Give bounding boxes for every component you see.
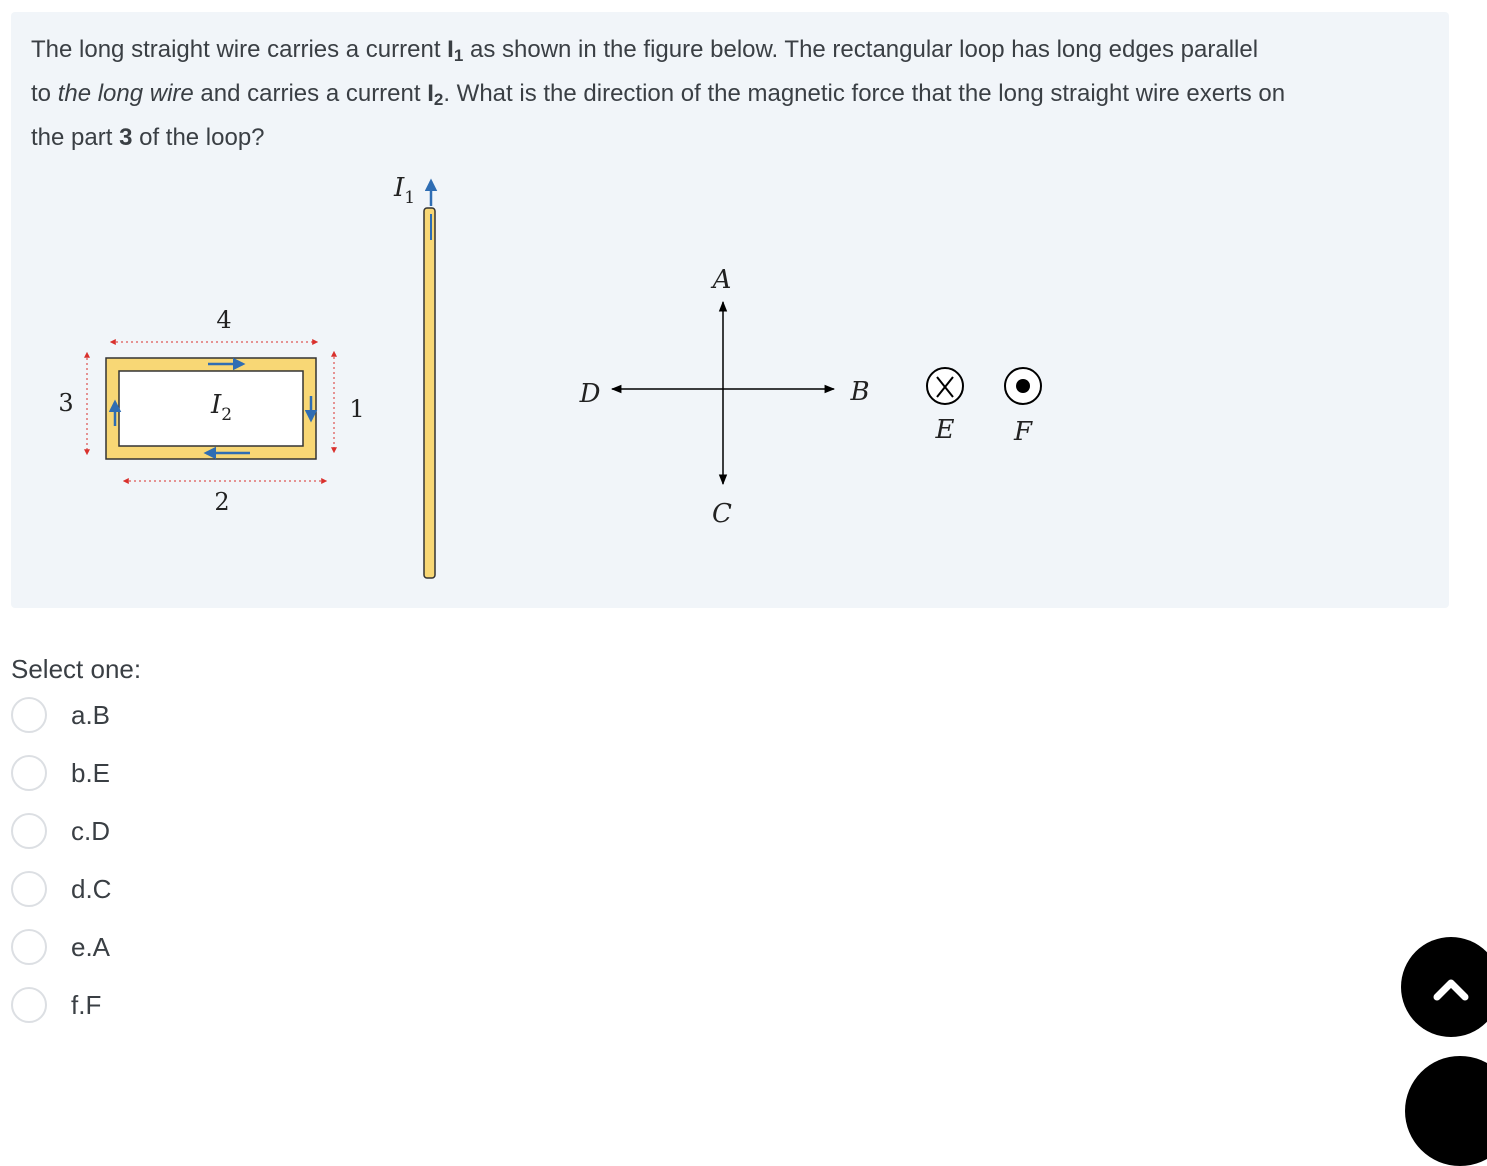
radio-button[interactable]: [11, 929, 47, 965]
answer-option-d[interactable]: [11, 869, 311, 909]
direction-label-down: C: [712, 499, 732, 529]
side-label-left: 3: [58, 389, 74, 417]
direction-label-left: D: [579, 379, 601, 409]
wire-current-label: $I_1$: [394, 173, 416, 208]
answer-option-label: f.F: [71, 989, 102, 1020]
answer-option-e[interactable]: [11, 927, 311, 967]
radio-button[interactable]: [11, 987, 47, 1023]
radio-button[interactable]: [11, 871, 47, 907]
side-label-top: 4: [216, 306, 232, 334]
radio-button[interactable]: [11, 755, 47, 791]
chevron-up-icon: [1401, 937, 1487, 1037]
direction-label-right: B: [850, 377, 870, 407]
direction-label-up: A: [712, 265, 732, 295]
side-label-bottom: 2: [214, 488, 230, 516]
long-wire: [424, 181, 435, 578]
answer-option-label: d.C: [71, 873, 112, 904]
select-one-label: Select one:: [11, 654, 142, 684]
question-text: The long straight wire carries a current $I_1$ as shown in the figure below. The rectangular loop has long edges parallel to the long wire and carries a current $I_2$. What is the direction of the magnetic force that the long straight wire exerts on the part 3 of the loop?: [31, 36, 1286, 151]
answer-option-label: e.A: [71, 931, 111, 962]
out-of-page-icon: [1005, 368, 1041, 404]
direction-label-into: E: [935, 415, 955, 445]
answer-option-label: a.B: [71, 699, 111, 730]
answer-option-a[interactable]: [11, 695, 311, 735]
scroll-to-top-button[interactable]: [1401, 937, 1487, 1037]
direction-label-out: F: [1013, 417, 1033, 447]
answer-option-label: b.E: [71, 757, 111, 788]
direction-axes: [612, 302, 834, 484]
side-label-right: 1: [349, 395, 365, 423]
answer-option-b[interactable]: [11, 753, 311, 793]
answer-option-f[interactable]: [11, 985, 311, 1025]
radio-button[interactable]: [11, 697, 47, 733]
answer-option-label: c.D: [71, 815, 110, 846]
into-page-icon: [927, 368, 963, 404]
answer-option-c[interactable]: [11, 811, 311, 851]
loop-current-label: $I_2$: [211, 390, 233, 425]
radio-button[interactable]: [11, 813, 47, 849]
